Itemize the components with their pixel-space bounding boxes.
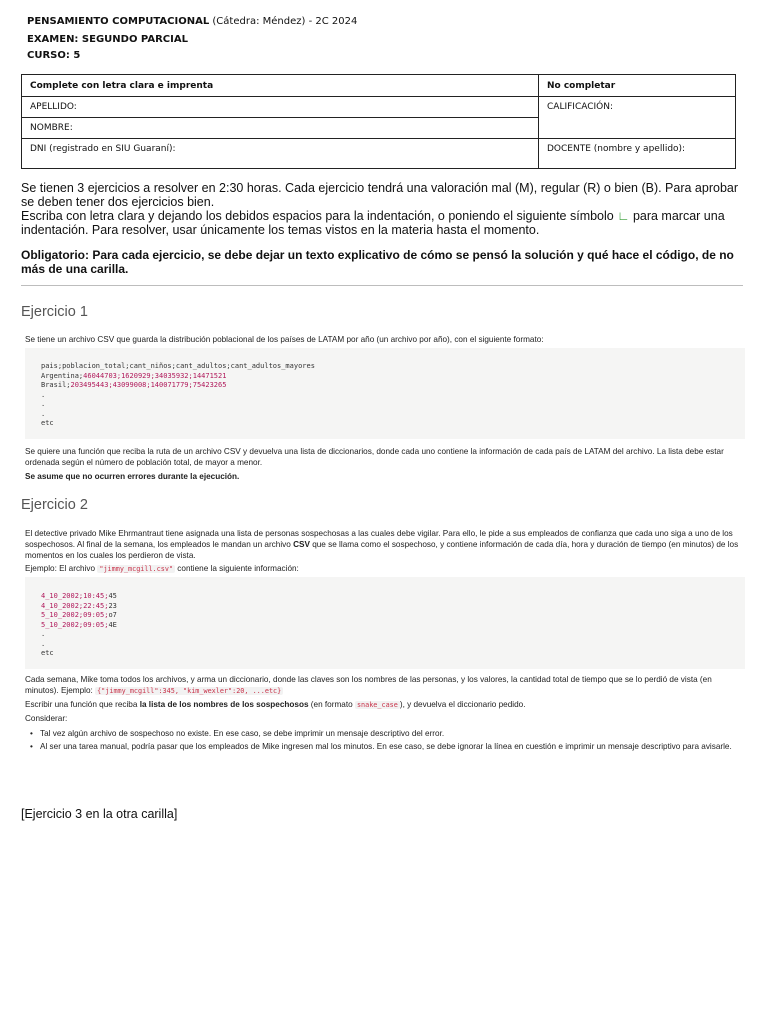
code-line: 5_10_2002;09:05;o7 xyxy=(41,611,117,619)
indent-instructions: Escriba con letra clara y dejando los debidos espacios para la indentación, o poniendo el siguiente símbolo ∟ para marcar una indentación. Para resolver, usar únicamente los temas vistos en la materia hasta el momento. xyxy=(21,209,725,237)
code-line: . xyxy=(41,630,46,638)
code-line: . xyxy=(41,390,46,399)
footer-note: [Ejercicio 3 en la otra carilla] xyxy=(21,807,178,821)
dni-field: DNI (registrado en SIU Guaraní): xyxy=(22,139,539,169)
code-line: . xyxy=(41,409,46,418)
ej1-description: Se tiene un archivo CSV que guarda la distribución poblacional de los países de LATAM por año (un archivo por año), con el siguiente formato: xyxy=(25,335,544,344)
ej1-description-2: Se quiere una función que reciba la ruta de un archivo CSV y devuelva una lista de diccionarios, donde cada uno contiene la información de cada país de LATAM del archivo. La lista debe estar ordenada según el número de población total, de mayor a menor. xyxy=(25,447,724,467)
student-info-table xyxy=(21,74,736,169)
code-line: 4_10_2002;10:45;45 xyxy=(41,592,117,600)
nombre-field: NOMBRE: xyxy=(22,118,539,139)
example-dict: {"jimmy_mcgill":345, "kim_wexler":20, ...etc} xyxy=(97,687,282,695)
apellido-field: APELLIDO: xyxy=(22,97,539,118)
code-line: pais;poblacion_total;cant_niños;cant_adultos;cant_adultos_mayores xyxy=(41,362,315,370)
ej1-title: Ejercicio 1 xyxy=(21,304,88,320)
ej2-considerations-list xyxy=(25,728,760,754)
indent-symbol-icon: ∟ xyxy=(617,209,630,223)
ej1-note: Se asume que no ocurren errores durante la ejecución. xyxy=(25,472,240,481)
complete-header: Complete con letra clara e imprenta xyxy=(22,75,539,97)
mandatory-note: Obligatorio: Para cada ejercicio, se debe dejar un texto explicativo de cómo se pensó la solución y qué hace el código, de no más de una carilla. xyxy=(21,248,734,276)
divider xyxy=(21,285,743,286)
ej2-escribir: Escribir una función que reciba la lista de los nombres de los sospechosos (en formato snake_case ), y devuelva el diccionario pedido. xyxy=(25,700,526,709)
ej2-considerar: Considerar: xyxy=(25,714,68,723)
calificacion-field: CALIFICACIÓN: xyxy=(539,97,736,139)
no-completar-header: No completar xyxy=(539,75,736,97)
code-line: Brasil;203495443;43099008;140071779;75423265 xyxy=(41,381,227,389)
code-line: Argentina;46044703;1620929;34035932;14471521 xyxy=(41,371,227,380)
list-item: • Al ser una tarea manual, podría pasar que los empleados de Mike ingresen mal los minutos. En ese caso, se debe ignorar la línea en cuestión e imprimir un mensaje descriptivo para avisarle. xyxy=(40,741,760,752)
curso-label: CURSO: 5 xyxy=(27,50,81,61)
snake-case-code: snake_case xyxy=(356,701,398,709)
ej1-code-block xyxy=(25,348,745,439)
code-line: 4_10_2002;22:45;23 xyxy=(41,601,117,610)
example-filename: "jimmy_mcgill.csv" xyxy=(99,565,174,573)
ej2-cada-semana: Cada semana, Mike toma todos los archivos, y arma un diccionario, donde las claves son los nombres de las personas, y los valores, la cantidad total de tiempo que se lo perdió de vista (en minutos). Ejemplo: {"jimmy_mcgill":345, "kim_wexler":20, ...etc} xyxy=(25,675,712,695)
ej2-code-block xyxy=(25,577,745,669)
list-item: • Tal vez algún archivo de sospechoso no existe. En ese caso, se debe imprimir un mensaje descriptivo del error. xyxy=(40,728,760,739)
code-line: etc xyxy=(41,419,54,427)
code-line: 5_10_2002;09:05;4E xyxy=(41,620,117,629)
docente-field: DOCENTE (nombre y apellido): xyxy=(539,139,736,169)
ej2-example-intro: Ejemplo: El archivo "jimmy_mcgill.csv" contiene la siguiente información: xyxy=(25,564,299,573)
exam-title: EXAMEN: SEGUNDO PARCIAL xyxy=(27,34,188,45)
ej2-description: El detective privado Mike Ehrmantraut tiene asignada una lista de personas sospechosas a las cuales debe vigilar. Para ello, le pide a sus empleados de confianza que cada uno siga a uno de los sospechosos. Al final de la semana, los empleados le mandan un archivo CSV que se llama como el sospechoso, y contiene información de cada día, hora y duración de tiempo (en minutos) de los momentos en los cuales los perdieron de vista. xyxy=(25,529,739,560)
course-title: PENSAMIENTO COMPUTACIONAL (Cátedra: Méndez) - 2C 2024 xyxy=(27,16,358,27)
code-line: . xyxy=(41,639,46,648)
intro-paragraph: Se tienen 3 ejercicios a resolver en 2:30 horas. Cada ejercicio tendrá una valoración mal (M), regular (R) o bien (B). Para aprobar se deben tener dos ejercicios bien. xyxy=(21,181,739,209)
code-line: etc xyxy=(41,649,54,657)
code-line: . xyxy=(41,400,46,408)
ej2-title: Ejercicio 2 xyxy=(21,497,88,513)
